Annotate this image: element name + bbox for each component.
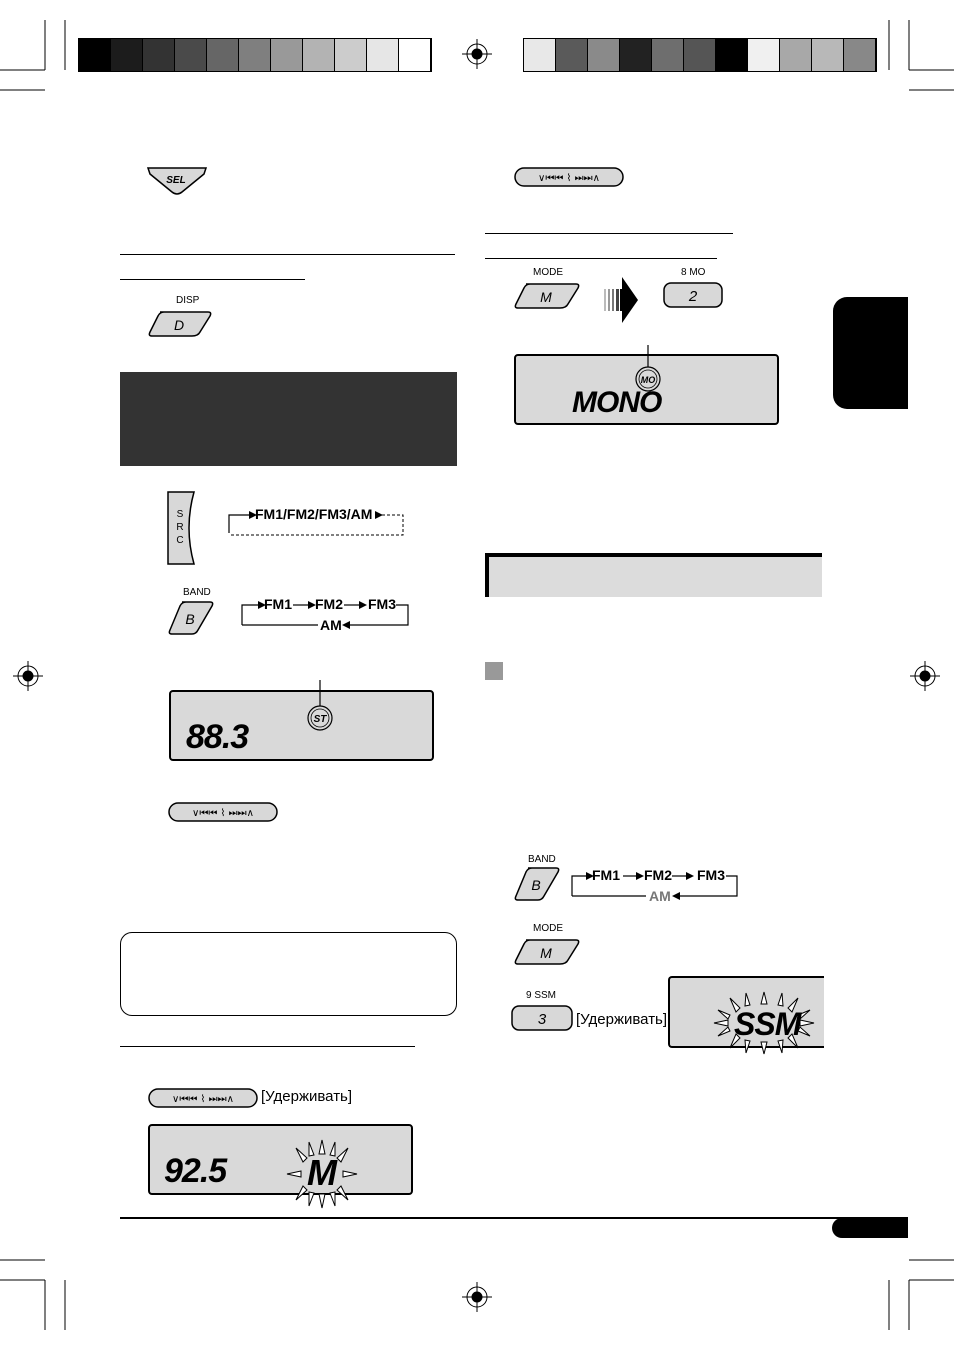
frequency-readout: 88.3 <box>186 718 249 756</box>
memory-indicator: M <box>307 1152 337 1193</box>
ssm-text: SSM <box>734 1006 801 1042</box>
preset-3-label: 9 SSM <box>526 990 557 1001</box>
step-marker <box>485 662 503 680</box>
svg-text:B: B <box>531 877 541 893</box>
src-letter: R <box>176 522 184 533</box>
src-letter: S <box>176 509 184 520</box>
band-fm1: FM1 <box>264 596 292 612</box>
svg-text:D: D <box>173 317 185 333</box>
language-tab <box>833 297 908 409</box>
arrow-right-icon <box>602 275 638 325</box>
svg-text:3: 3 <box>537 1011 547 1028</box>
band-fm2: FM2 <box>315 596 343 612</box>
band-button-label: BAND <box>528 854 556 865</box>
st-indicator-icon <box>300 678 340 738</box>
hold-label: [Удерживать] <box>576 1011 668 1028</box>
svg-text:B: B <box>185 611 195 627</box>
mono-text: MONO <box>572 386 662 419</box>
disp-button[interactable] <box>146 308 212 338</box>
band-fm1: FM1 <box>592 867 620 883</box>
svg-text:M: M <box>540 945 552 961</box>
seek-button[interactable] <box>513 166 625 188</box>
band-fm3: FM3 <box>697 867 725 883</box>
divider <box>120 254 455 255</box>
mode-button[interactable] <box>512 280 580 310</box>
page-number-tab <box>832 1218 908 1238</box>
hold-label: [Удерживать] <box>261 1088 353 1105</box>
seek-button-hold[interactable] <box>147 1087 259 1109</box>
svg-text:∨⏮⏮ ⌇ ⏭⏭∧: ∨⏮⏮ ⌇ ⏭⏭∧ <box>538 173 600 184</box>
band-button-label: BAND <box>183 587 211 598</box>
mode-button-label: MODE <box>533 923 563 934</box>
divider <box>120 279 305 280</box>
mode-button-label: MODE <box>533 267 563 278</box>
section-header-bar <box>485 553 822 597</box>
src-letter: C <box>176 535 184 546</box>
svg-text:2: 2 <box>688 288 698 305</box>
preset-2-label: 8 MO <box>681 267 706 278</box>
divider <box>485 233 733 234</box>
disp-button-label: DISP <box>176 295 200 306</box>
band-fm3: FM3 <box>368 596 396 612</box>
dark-info-panel <box>120 372 457 466</box>
divider <box>485 258 717 259</box>
registration-target-icon <box>13 39 940 1312</box>
band-fm2: FM2 <box>644 867 672 883</box>
divider <box>120 1046 415 1047</box>
mode-button[interactable] <box>512 936 580 966</box>
svg-text:∨⏮⏮ ⌇ ⏭⏭∧: ∨⏮⏮ ⌇ ⏭⏭∧ <box>192 808 254 819</box>
band-button[interactable] <box>512 866 562 902</box>
note-box <box>120 932 457 1016</box>
band-am: AM <box>320 617 342 633</box>
page-footer-rule <box>120 1217 908 1219</box>
src-cycle-label: FM1/FM2/FM3/AM <box>255 506 373 522</box>
svg-text:M: M <box>540 289 552 305</box>
sel-label: SEL <box>166 175 186 186</box>
band-am: AM <box>649 888 671 904</box>
frequency-readout: 92.5 <box>164 1152 227 1190</box>
svg-text:∨⏮⏮ ⌇ ⏭⏭∧: ∨⏮⏮ ⌇ ⏭⏭∧ <box>172 1094 234 1105</box>
svg-text:MO: MO <box>640 375 656 385</box>
sel-button[interactable] <box>146 166 208 196</box>
preset-2-button[interactable] <box>662 281 724 309</box>
seek-button[interactable] <box>167 801 279 823</box>
svg-text:ST: ST <box>313 714 327 725</box>
band-button[interactable] <box>166 600 216 636</box>
preset-3-button[interactable] <box>510 1004 574 1032</box>
